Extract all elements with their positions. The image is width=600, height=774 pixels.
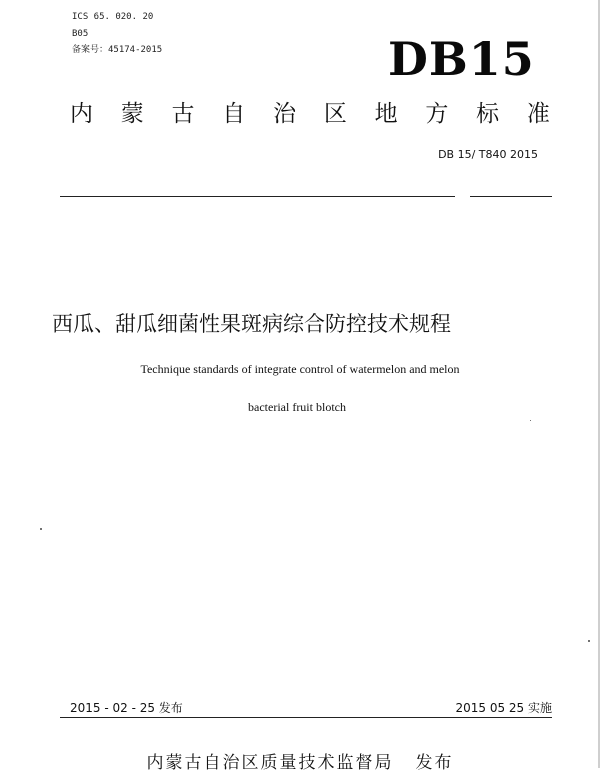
standard-type-char: 地	[374, 101, 398, 127]
header-divider-segment	[470, 196, 552, 197]
ics-code: ICS 65. 020. 20	[72, 12, 154, 22]
issue-action: 发布	[415, 753, 454, 773]
standard-type-char: 区	[323, 101, 347, 127]
db15-logo: DB15	[388, 32, 535, 86]
ccs-code: B05	[72, 29, 89, 39]
issuer-name: 内蒙古自治区质量技术监督局	[146, 753, 394, 773]
title-english-line2: bacterial fruit blotch	[248, 400, 346, 414]
title-english-line1: Technique standards of integrate control of watermelon and melon	[140, 362, 460, 376]
header-divider	[60, 196, 455, 197]
standard-type-char: 准	[526, 101, 550, 127]
standard-type-char: 标	[476, 101, 500, 127]
standard-type-char: 方	[425, 101, 449, 127]
issue-date: 2015 - 02 - 25 发布	[70, 701, 183, 715]
standard-type-char: 自	[222, 101, 246, 127]
standard-type-char: 治	[273, 101, 297, 127]
standard-number: DB 15/ T840 2015	[438, 148, 538, 161]
scan-speck	[588, 640, 590, 642]
title-chinese: 西瓜、甜瓜细菌性果斑病综合防控技术规程	[52, 312, 451, 336]
standard-type-heading	[70, 100, 550, 128]
scan-speck	[530, 420, 531, 421]
scan-speck	[40, 528, 42, 530]
standard-type-char: 蒙	[120, 101, 144, 127]
effective-date: 2015 05 25 实施	[455, 701, 552, 715]
standard-type-char: 内	[70, 101, 93, 127]
filing-number: 备案号：45174-2015	[72, 45, 163, 55]
footer-divider	[60, 717, 552, 718]
issuing-authority	[0, 752, 600, 774]
standard-type-char: 古	[171, 101, 195, 127]
